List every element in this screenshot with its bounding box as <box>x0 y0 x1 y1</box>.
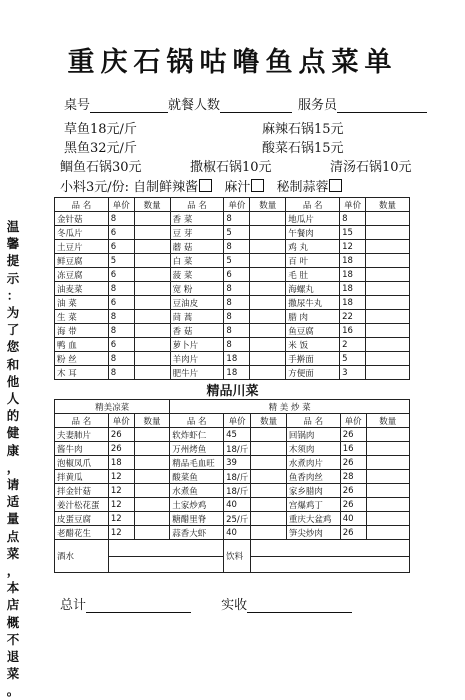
table-row <box>55 296 410 310</box>
dish-price: 26 <box>108 442 134 456</box>
quantity-cell[interactable] <box>250 338 286 352</box>
drinks-field[interactable] <box>108 556 223 573</box>
dish-name: 蘑 菇 <box>170 240 224 254</box>
checkbox-garlic-sauce[interactable] <box>329 179 342 192</box>
total-label: 总计 <box>60 598 87 613</box>
table-row <box>55 470 410 484</box>
quantity-cell[interactable] <box>250 282 286 296</box>
quantity-cell[interactable] <box>251 428 287 442</box>
group-header-stir-fry: 精 美 炒 菜 <box>170 400 410 414</box>
table-row <box>55 428 410 442</box>
quantity-cell[interactable] <box>134 526 170 540</box>
dish-price: 26 <box>340 428 366 442</box>
quantity-cell[interactable] <box>366 512 409 526</box>
quantity-cell[interactable] <box>134 268 170 282</box>
dish-price: 8 <box>224 212 250 226</box>
dish-name: 回锅肉 <box>286 428 340 442</box>
quantity-cell[interactable] <box>251 498 287 512</box>
dish-price: 8 <box>108 310 134 324</box>
side-note-char: 菜 <box>6 666 20 682</box>
dish-name: 家乡腊肉 <box>286 484 340 498</box>
diners-label: 就餐人数 <box>168 98 221 113</box>
dish-name: 萝卜片 <box>170 338 224 352</box>
dish-price: 8 <box>108 352 134 366</box>
header-row <box>55 198 410 212</box>
dish-price: 6 <box>108 268 134 282</box>
table-row <box>55 498 410 512</box>
price-qingtang: 清汤石锅10元 <box>330 160 412 175</box>
side-note-char: 馨 <box>6 236 20 252</box>
side-note-char: 提 <box>6 253 20 269</box>
price-sajiao: 撒椒石锅10元 <box>190 160 272 175</box>
column-header: 单价 <box>340 414 366 428</box>
quantity-cell[interactable] <box>251 470 287 484</box>
table-row <box>55 282 410 296</box>
quantity-cell[interactable] <box>250 324 286 338</box>
quantity-cell[interactable] <box>366 296 410 310</box>
dish-name: 肥牛片 <box>170 366 224 380</box>
dish-name: 豆油皮 <box>170 296 224 310</box>
column-header: 品 名 <box>286 198 340 212</box>
side-note-char: 店 <box>6 597 20 613</box>
side-note-char: 退 <box>6 649 20 665</box>
checkbox-sesame-sauce[interactable] <box>251 179 264 192</box>
footer-row <box>60 594 352 613</box>
dish-name: 鱼豆腐 <box>286 324 340 338</box>
dish-price: 5 <box>224 254 250 268</box>
dish-price: 26 <box>340 456 366 470</box>
table-row <box>55 324 410 338</box>
price-guiyu: 鲴鱼石锅30元 <box>60 160 142 175</box>
dish-price: 18 <box>340 254 366 268</box>
group-header-cold-dishes: 精美凉菜 <box>55 400 170 414</box>
column-header: 品 名 <box>55 198 109 212</box>
table-no-label: 桌号 <box>64 98 91 113</box>
dish-name: 地瓜片 <box>286 212 340 226</box>
quantity-cell[interactable] <box>250 310 286 324</box>
dish-price: 8 <box>224 310 250 324</box>
quantity-cell[interactable] <box>366 310 410 324</box>
dish-name: 重庆大盆鸡 <box>286 512 340 526</box>
side-note-char: 康 <box>6 442 20 458</box>
side-note-char: 人 <box>6 391 20 407</box>
quantity-cell[interactable] <box>134 296 170 310</box>
quantity-cell[interactable] <box>250 212 286 226</box>
quantity-cell[interactable] <box>366 498 409 512</box>
table-row <box>55 310 410 324</box>
quantity-cell[interactable] <box>134 338 170 352</box>
quantity-cell[interactable] <box>134 498 170 512</box>
column-header: 单价 <box>224 414 251 428</box>
dish-name: 木 耳 <box>55 366 109 380</box>
dish-price: 8 <box>108 324 134 338</box>
dish-price: 5 <box>340 352 366 366</box>
dish-price: 8 <box>224 324 250 338</box>
condiment-garlic: 秘制蒜蓉 <box>276 180 329 195</box>
dish-name: 泡椒凤爪 <box>55 456 109 470</box>
dish-price: 12 <box>108 484 134 498</box>
dish-name: 手擀面 <box>286 352 340 366</box>
quantity-cell[interactable] <box>250 268 286 282</box>
total-field[interactable] <box>86 600 191 613</box>
table-row <box>55 240 410 254</box>
quantity-cell[interactable] <box>251 442 287 456</box>
quantity-cell[interactable] <box>366 240 410 254</box>
table-row <box>55 442 410 456</box>
menu-table-hotpot <box>54 197 410 380</box>
dish-price: 25/斤 <box>224 512 251 526</box>
table-row <box>55 212 410 226</box>
dish-price: 12 <box>108 498 134 512</box>
column-header: 单价 <box>340 198 366 212</box>
dish-price: 5 <box>224 226 250 240</box>
quantity-cell[interactable] <box>134 212 170 226</box>
price-suancai: 酸菜石锅15元 <box>262 141 344 156</box>
table-row <box>55 352 410 366</box>
dish-name: 茼 蒿 <box>170 310 224 324</box>
dish-name: 粉 丝 <box>55 352 109 366</box>
dish-price: 3 <box>340 366 366 380</box>
quantity-cell[interactable] <box>250 226 286 240</box>
dish-price: 6 <box>108 338 134 352</box>
dish-price: 2 <box>340 338 366 352</box>
beverage-label: 饮料 <box>224 540 251 573</box>
side-note-char: 。 <box>6 683 20 699</box>
dish-price: 39 <box>224 456 251 470</box>
side-note-char: 您 <box>6 339 20 355</box>
table-row <box>55 226 410 240</box>
received-field[interactable] <box>247 600 352 613</box>
dish-price: 8 <box>108 282 134 296</box>
diners-field[interactable] <box>220 100 292 113</box>
beverage-field[interactable] <box>251 540 410 557</box>
dish-name: 豆 芽 <box>170 226 224 240</box>
quantity-cell[interactable] <box>250 254 286 268</box>
dish-price: 15 <box>340 226 366 240</box>
dish-price: 6 <box>108 226 134 240</box>
quantity-cell[interactable] <box>134 352 170 366</box>
dish-price: 18 <box>340 282 366 296</box>
column-header: 单价 <box>108 414 134 428</box>
dish-price: 16 <box>340 442 366 456</box>
column-header: 数量 <box>251 414 287 428</box>
dish-name: 精品毛血旺 <box>170 456 224 470</box>
dish-price: 18/斤 <box>224 484 251 498</box>
quantity-cell[interactable] <box>366 484 409 498</box>
waiter-label: 服务员 <box>298 98 338 113</box>
quantity-cell[interactable] <box>366 226 410 240</box>
column-header: 品 名 <box>286 414 340 428</box>
dish-price: 12 <box>340 240 366 254</box>
dish-price: 18 <box>340 296 366 310</box>
dish-name: 羊肉片 <box>170 352 224 366</box>
side-note-char: 不 <box>6 631 20 647</box>
dish-name: 皮蛋豆腐 <box>55 512 109 526</box>
dish-name: 香 菜 <box>170 212 224 226</box>
quantity-cell[interactable] <box>134 442 170 456</box>
dish-name: 午餐肉 <box>286 226 340 240</box>
table-row <box>55 526 410 540</box>
dish-name: 鸭 血 <box>55 338 109 352</box>
side-note-char: 健 <box>6 425 20 441</box>
quantity-cell[interactable] <box>134 226 170 240</box>
quantity-cell[interactable] <box>250 240 286 254</box>
dish-price: 12 <box>108 526 134 540</box>
quantity-cell[interactable] <box>134 484 170 498</box>
dish-name: 笋尖炒肉 <box>286 526 340 540</box>
side-note-char: 概 <box>6 614 20 630</box>
dish-price: 8 <box>108 212 134 226</box>
quantity-cell[interactable] <box>251 512 287 526</box>
quantity-cell[interactable] <box>134 366 170 380</box>
quantity-cell[interactable] <box>366 338 410 352</box>
quantity-cell[interactable] <box>134 470 170 484</box>
side-note-char: 适 <box>6 494 20 510</box>
quantity-cell[interactable] <box>366 526 409 540</box>
checkbox-chili-sauce[interactable] <box>199 179 212 192</box>
dish-name: 冻豆腐 <box>55 268 109 282</box>
dish-price: 8 <box>224 338 250 352</box>
quantity-cell[interactable] <box>366 352 410 366</box>
dish-name: 酱牛肉 <box>55 442 109 456</box>
side-note-char: 了 <box>6 322 20 338</box>
page-title: 重庆石锅咕噜鱼点菜单 <box>67 47 398 78</box>
header-row <box>55 414 410 428</box>
dish-name: 白 菜 <box>170 254 224 268</box>
dish-name: 老醋花生 <box>55 526 109 540</box>
quantity-cell[interactable] <box>366 268 410 282</box>
quantity-cell[interactable] <box>366 254 410 268</box>
side-note-char: 示 <box>6 270 20 286</box>
quantity-cell[interactable] <box>366 282 410 296</box>
quantity-cell[interactable] <box>366 456 409 470</box>
header-row <box>64 94 427 113</box>
dish-name: 糖醋里脊 <box>170 512 224 526</box>
received-label: 实收 <box>221 598 248 613</box>
price-heiyu: 黑鱼32元/斤 <box>64 141 137 156</box>
dish-price: 6 <box>108 296 134 310</box>
table-row <box>55 456 410 470</box>
column-header: 品 名 <box>55 414 109 428</box>
price-mala: 麻辣石锅15元 <box>262 122 344 137</box>
dish-name: 油麦菜 <box>55 282 109 296</box>
dish-name: 菠 菜 <box>170 268 224 282</box>
dish-price: 8 <box>340 212 366 226</box>
drinks-row <box>55 540 410 557</box>
dish-price: 16 <box>340 324 366 338</box>
dish-name: 拌金针菇 <box>55 484 109 498</box>
quantity-cell[interactable] <box>134 456 170 470</box>
quantity-cell[interactable] <box>366 428 409 442</box>
quantity-cell[interactable] <box>134 254 170 268</box>
quantity-cell[interactable] <box>251 526 287 540</box>
drinks-label: 酒水 <box>55 540 109 573</box>
dish-price: 6 <box>108 240 134 254</box>
dish-name: 鸡 丸 <box>286 240 340 254</box>
column-header: 数量 <box>134 198 170 212</box>
beverage-field[interactable] <box>251 556 410 573</box>
column-header: 单价 <box>224 198 250 212</box>
quantity-cell[interactable] <box>250 366 286 380</box>
side-note-char: ： <box>6 287 20 303</box>
quantity-cell[interactable] <box>366 212 410 226</box>
dish-name: 土家炒鸡 <box>170 498 224 512</box>
quantity-cell[interactable] <box>134 428 170 442</box>
table-row <box>55 338 410 352</box>
side-note-char: ， <box>6 459 20 475</box>
table-row <box>55 268 410 282</box>
dish-price: 18 <box>224 352 250 366</box>
dish-name: 海 带 <box>55 324 109 338</box>
column-header: 品 名 <box>170 198 224 212</box>
quantity-cell[interactable] <box>134 512 170 526</box>
dish-name: 腊 肉 <box>286 310 340 324</box>
dish-name: 水煮鱼 <box>170 484 224 498</box>
waiter-field[interactable] <box>337 100 427 113</box>
table-row <box>55 254 410 268</box>
dish-price: 18 <box>108 456 134 470</box>
side-note-char: 和 <box>6 356 20 372</box>
condiment-lead: 小料3元/份: 自制鲜辣酱 <box>60 180 199 195</box>
dish-price: 18 <box>340 268 366 282</box>
column-header: 数量 <box>250 198 286 212</box>
condiment-sesame: 麻汁 <box>224 180 251 195</box>
dish-price: 18/斤 <box>224 470 251 484</box>
side-note-char: 的 <box>6 408 20 424</box>
dish-price: 6 <box>224 268 250 282</box>
dish-name: 冬瓜片 <box>55 226 109 240</box>
dish-name: 拌黄瓜 <box>55 470 109 484</box>
quantity-cell[interactable] <box>366 324 410 338</box>
dish-name: 香 菇 <box>170 324 224 338</box>
column-header: 品 名 <box>170 414 224 428</box>
side-note-char: ， <box>6 563 20 579</box>
dish-name: 米 饭 <box>286 338 340 352</box>
side-note-char: 点 <box>6 528 20 544</box>
dish-name: 百 叶 <box>286 254 340 268</box>
dish-name: 撒尿牛丸 <box>286 296 340 310</box>
dish-price: 18/斤 <box>224 442 251 456</box>
quantity-cell[interactable] <box>366 470 409 484</box>
dish-price: 12 <box>108 470 134 484</box>
dish-name: 生 菜 <box>55 310 109 324</box>
section-title-sichuan: 精品川菜 <box>206 384 259 399</box>
side-note-char: 为 <box>6 305 20 321</box>
quantity-cell[interactable] <box>134 282 170 296</box>
dish-price: 8 <box>224 240 250 254</box>
side-note <box>4 218 22 700</box>
dish-name: 鱼香肉丝 <box>286 470 340 484</box>
side-note-char: 量 <box>6 511 20 527</box>
quantity-cell[interactable] <box>250 352 286 366</box>
column-header: 数量 <box>366 414 409 428</box>
quantity-cell[interactable] <box>134 310 170 324</box>
dish-name: 木须肉 <box>286 442 340 456</box>
side-note-char: 菜 <box>6 545 20 561</box>
dish-name: 土豆片 <box>55 240 109 254</box>
dish-price: 8 <box>224 296 250 310</box>
column-header: 单价 <box>108 198 134 212</box>
side-note-char: 请 <box>6 477 20 493</box>
side-note-char: 温 <box>6 219 20 234</box>
dish-name: 姜汁松花蛋 <box>55 498 109 512</box>
quantity-cell[interactable] <box>250 296 286 310</box>
quantity-cell[interactable] <box>366 366 410 380</box>
column-header: 数量 <box>366 198 410 212</box>
table-row <box>55 366 410 380</box>
dish-name: 油 菜 <box>55 296 109 310</box>
dish-price: 40 <box>224 526 251 540</box>
table-row <box>55 484 410 498</box>
dish-name: 宫爆鸡丁 <box>286 498 340 512</box>
dish-name: 鲜豆腐 <box>55 254 109 268</box>
quantity-cell[interactable] <box>134 240 170 254</box>
price-caoyu: 草鱼18元/斤 <box>64 122 137 137</box>
dish-name: 蒜香大虾 <box>170 526 224 540</box>
dish-price: 40 <box>224 498 251 512</box>
dish-name: 万州烤鱼 <box>170 442 224 456</box>
drinks-field[interactable] <box>108 540 223 557</box>
dish-name: 毛 肚 <box>286 268 340 282</box>
table-no-field[interactable] <box>90 100 168 113</box>
dish-name: 方便面 <box>286 366 340 380</box>
dish-name: 海螺丸 <box>286 282 340 296</box>
dish-name: 水煮肉片 <box>286 456 340 470</box>
quantity-cell[interactable] <box>366 442 409 456</box>
dish-price: 22 <box>340 310 366 324</box>
dish-name: 宽 粉 <box>170 282 224 296</box>
table-row <box>55 512 410 526</box>
column-header: 数量 <box>134 414 170 428</box>
quantity-cell[interactable] <box>251 456 287 470</box>
dish-price: 40 <box>340 512 366 526</box>
dish-name: 金针菇 <box>55 212 109 226</box>
dish-name: 酸菜鱼 <box>170 470 224 484</box>
dish-price: 12 <box>108 512 134 526</box>
quantity-cell[interactable] <box>251 484 287 498</box>
dish-price: 8 <box>224 282 250 296</box>
dish-price: 18 <box>224 366 250 380</box>
dish-price: 28 <box>340 470 366 484</box>
dish-price: 26 <box>340 526 366 540</box>
side-note-char: 本 <box>6 580 20 596</box>
dish-name: 软炸虾仁 <box>170 428 224 442</box>
menu-table-sichuan <box>54 399 410 573</box>
dish-price: 8 <box>108 366 134 380</box>
group-header-row <box>55 400 410 414</box>
dish-price: 26 <box>340 484 366 498</box>
dish-price: 26 <box>340 498 366 512</box>
dish-name: 夫妻肺片 <box>55 428 109 442</box>
dish-price: 26 <box>108 428 134 442</box>
side-note-char: 他 <box>6 373 20 389</box>
dish-price: 5 <box>108 254 134 268</box>
dish-price: 45 <box>224 428 251 442</box>
condiments-row <box>60 176 342 195</box>
quantity-cell[interactable] <box>134 324 170 338</box>
